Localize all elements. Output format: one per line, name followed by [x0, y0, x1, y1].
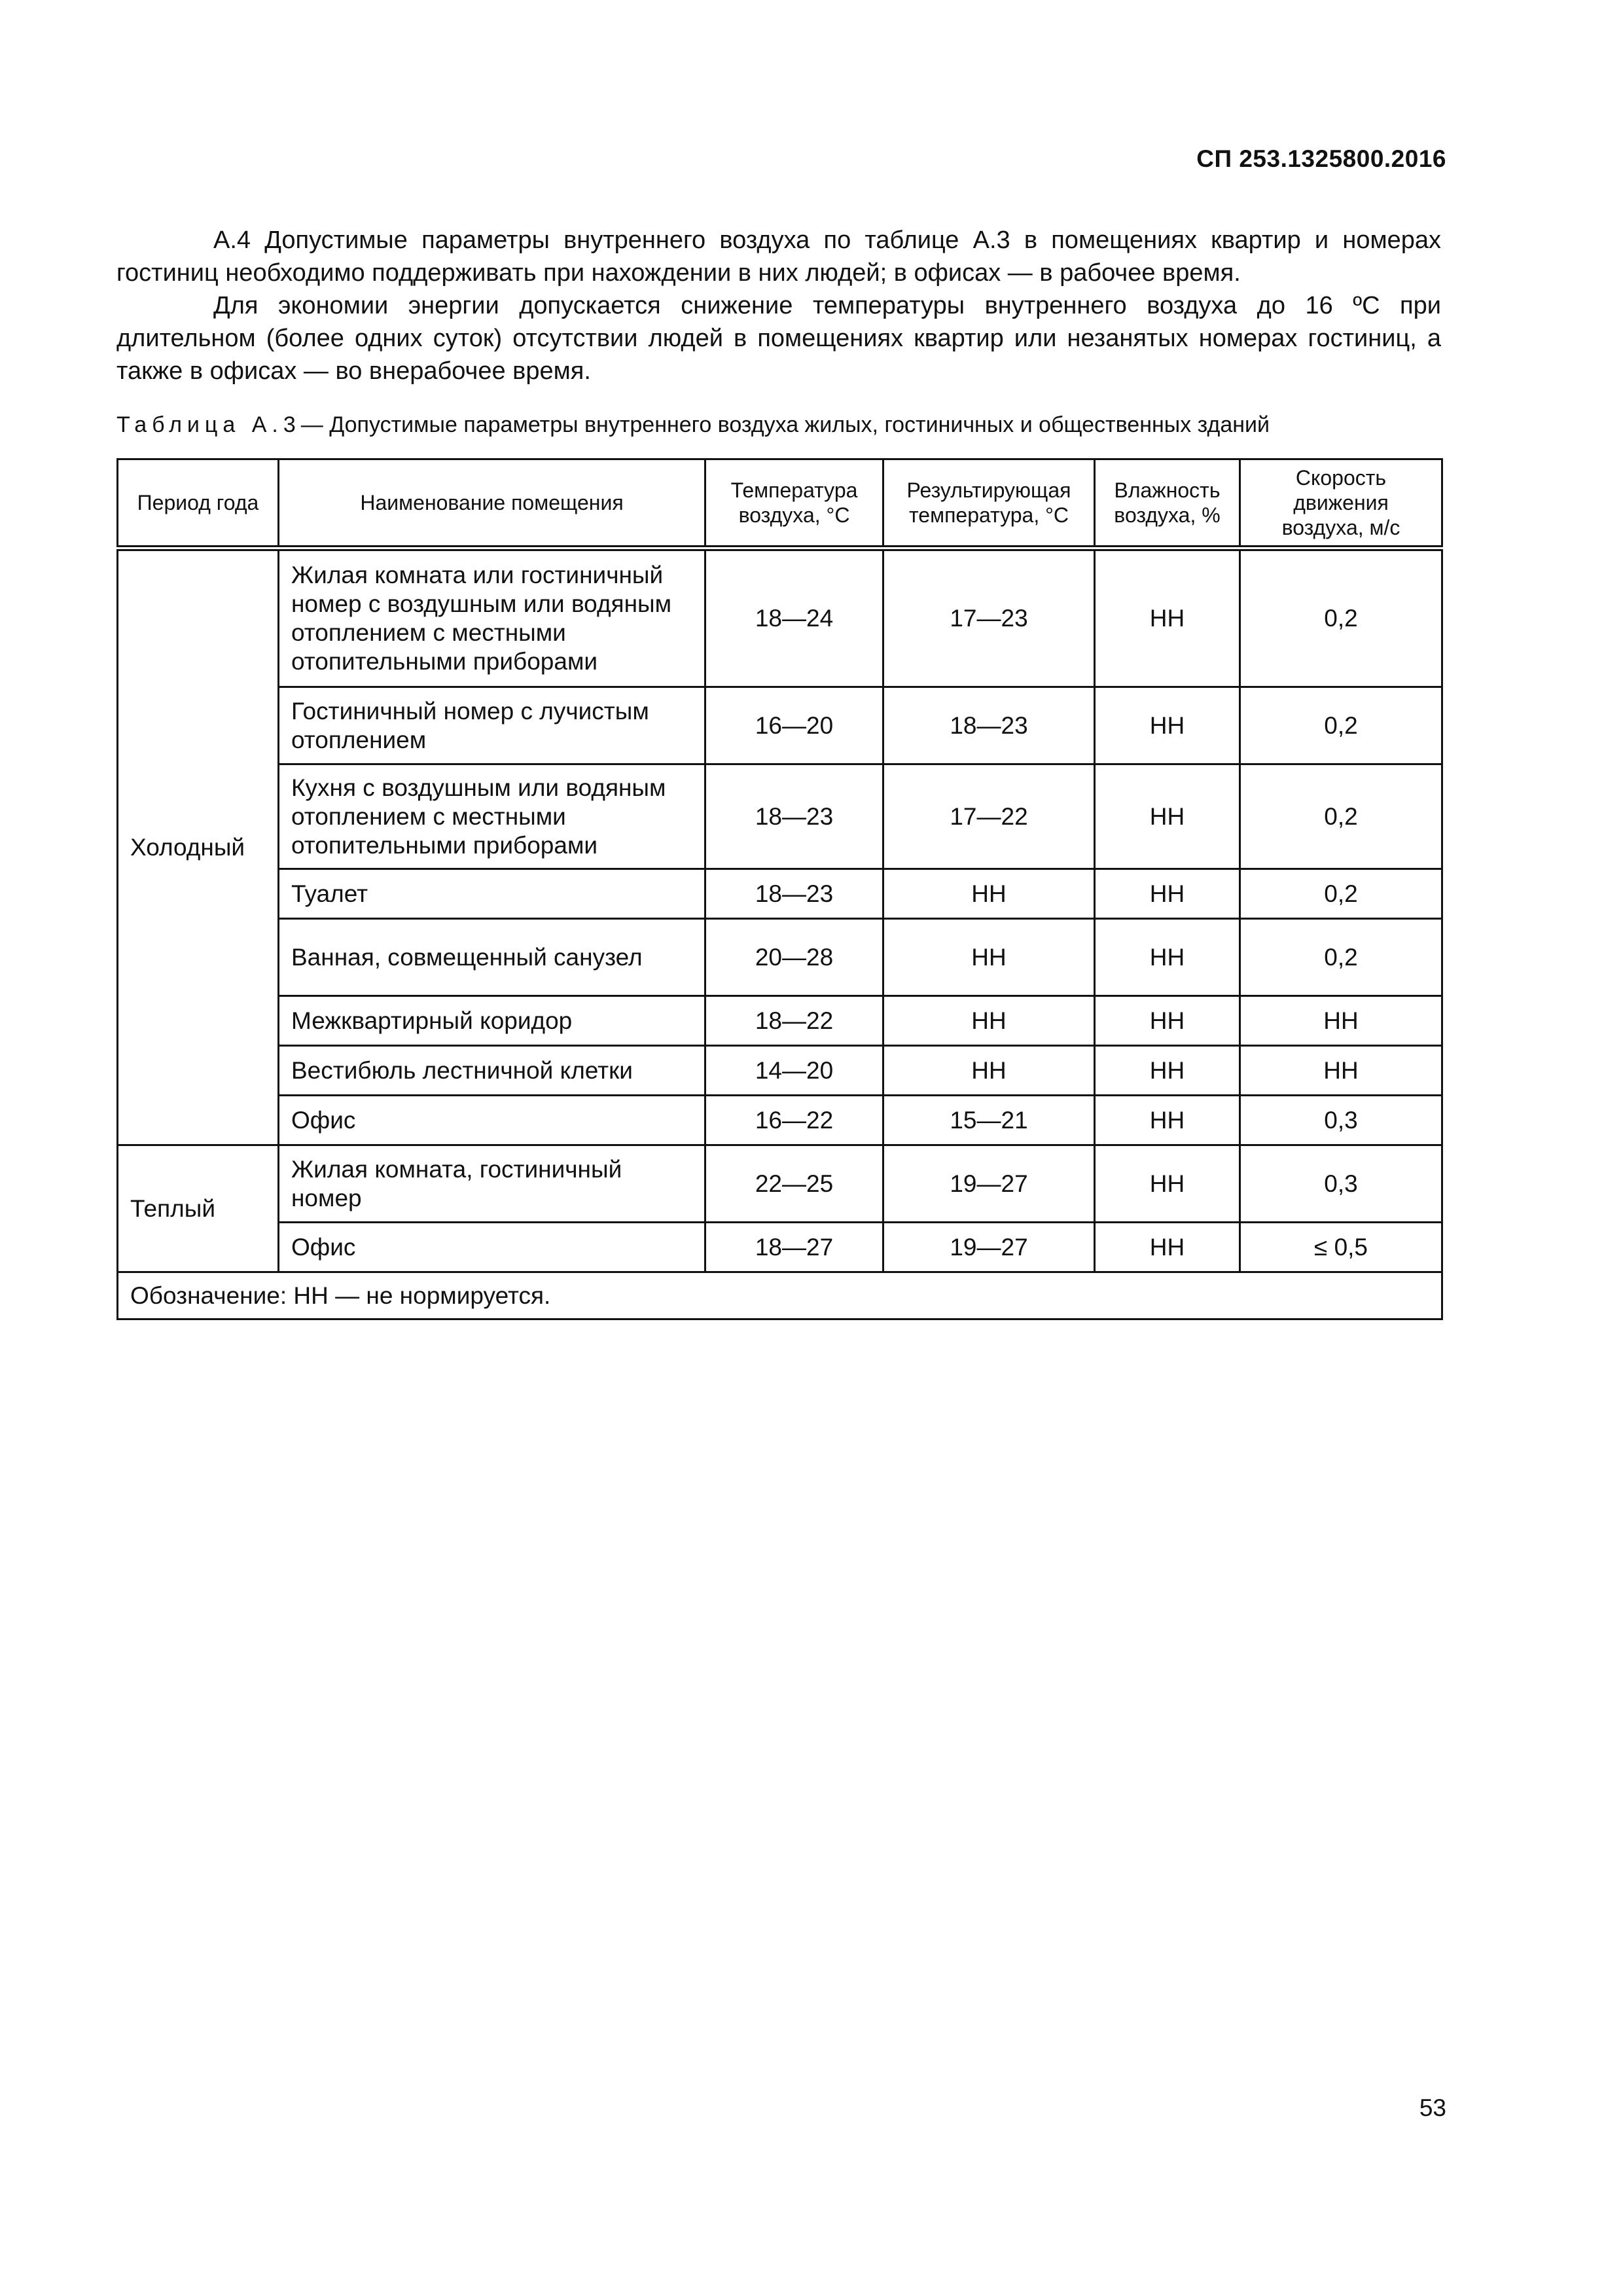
result-temp-cell: 17—22 [883, 764, 1095, 869]
document-code: СП 253.1325800.2016 [1196, 145, 1446, 172]
temp-cell: 18—27 [705, 1223, 883, 1272]
table-note: Обозначение: НН — не нормируется. [118, 1272, 1442, 1319]
period-cell: Холодный [118, 548, 279, 1145]
result-temp-cell: 19—27 [883, 1223, 1095, 1272]
header-room: Наименование помещения [279, 459, 705, 548]
result-temp-cell: 17—23 [883, 548, 1095, 687]
air-speed-cell: НН [1240, 1046, 1442, 1096]
result-temp-cell: НН [883, 996, 1095, 1046]
result-temp-cell: НН [883, 869, 1095, 919]
table-header-row [118, 459, 1442, 548]
table-row [118, 996, 1442, 1046]
room-cell: Жилая комната, гостиничный номер [279, 1145, 705, 1223]
table-row [118, 764, 1442, 869]
humidity-cell: НН [1095, 764, 1240, 869]
air-speed-cell: 0,2 [1240, 869, 1442, 919]
room-cell: Кухня с воздушным или водяным отоплением с местными отопительными приборами [279, 764, 705, 869]
temp-cell: 18—23 [705, 764, 883, 869]
result-temp-cell: 15—21 [883, 1096, 1095, 1145]
air-speed-cell: 0,2 [1240, 919, 1442, 996]
air-speed-cell: ≤ 0,5 [1240, 1223, 1442, 1272]
header-temperature: Температура воздуха, °С [705, 459, 883, 548]
table-row [118, 1223, 1442, 1272]
paragraph-energy-saving: Для экономии энергии допускается снижение температуры внутреннего воздуха до 16 ºС при длительном (более одних суток) отсутствии людей в помещениях квартир или незанятых номерах гостиниц, а также в офисах — во внерабочее время. [116, 292, 1441, 385]
room-cell: Ванная, совмещенный санузел [279, 919, 705, 996]
air-speed-cell: 0,2 [1240, 764, 1442, 869]
table-row [118, 687, 1442, 764]
humidity-cell: НН [1095, 1223, 1240, 1272]
temp-cell: 18—23 [705, 869, 883, 919]
humidity-cell: НН [1095, 996, 1240, 1046]
table-row [118, 869, 1442, 919]
room-cell: Жилая комната или гостиничный номер с воздушным или водяным отоплением с местными отопительными приборами [279, 548, 705, 687]
temp-cell: 16—22 [705, 1096, 883, 1145]
air-speed-cell: 0,2 [1240, 548, 1442, 687]
room-cell: Межквартирный коридор [279, 996, 705, 1046]
page-number: 53 [1419, 2094, 1446, 2121]
result-temp-cell: 19—27 [883, 1145, 1095, 1223]
table-caption-text: — Допустимые параметры внутреннего воздуха жилых, гостиничных и общественных зданий [300, 412, 1270, 437]
body-text [116, 224, 1441, 387]
temp-cell: 18—22 [705, 996, 883, 1046]
air-speed-cell: 0,3 [1240, 1096, 1442, 1145]
air-speed-cell: 0,2 [1240, 687, 1442, 764]
table-row [118, 548, 1442, 687]
humidity-cell: НН [1095, 1145, 1240, 1223]
header-humidity: Влажность воздуха, % [1095, 459, 1240, 548]
temp-cell: 14—20 [705, 1046, 883, 1096]
result-temp-cell: 18—23 [883, 687, 1095, 764]
room-cell: Туалет [279, 869, 705, 919]
air-speed-cell: НН [1240, 996, 1442, 1046]
result-temp-cell: НН [883, 919, 1095, 996]
temp-cell: 20—28 [705, 919, 883, 996]
period-cell: Теплый [118, 1145, 279, 1272]
table-row [118, 919, 1442, 996]
parameters-table [116, 458, 1443, 1320]
header-result-temperature: Результирующая температура, °С [883, 459, 1095, 548]
result-temp-cell: НН [883, 1046, 1095, 1096]
room-cell: Вестибюль лестничной клетки [279, 1046, 705, 1096]
air-speed-cell: 0,3 [1240, 1145, 1442, 1223]
temp-cell: 18—24 [705, 548, 883, 687]
room-cell: Офис [279, 1223, 705, 1272]
table-caption [116, 412, 1465, 438]
paragraph-a4: А.4 Допустимые параметры внутреннего воздуха по таблице А.3 в помещениях квартир и номерах гостиниц необходимо поддерживать при нахождении в них людей; в офисах — в рабочее время. [116, 226, 1441, 287]
temp-cell: 22—25 [705, 1145, 883, 1223]
table-caption-label: Таблица А.3 [116, 412, 301, 437]
table-row [118, 1096, 1442, 1145]
humidity-cell: НН [1095, 1096, 1240, 1145]
humidity-cell: НН [1095, 548, 1240, 687]
humidity-cell: НН [1095, 687, 1240, 764]
header-period: Период года [118, 459, 279, 548]
room-cell: Офис [279, 1096, 705, 1145]
humidity-cell: НН [1095, 919, 1240, 996]
table-row [118, 1145, 1442, 1223]
humidity-cell: НН [1095, 869, 1240, 919]
header-air-speed: Скорость движения воздуха, м/с [1240, 459, 1442, 548]
table-note-row [118, 1272, 1442, 1319]
table-row [118, 1046, 1442, 1096]
room-cell: Гостиничный номер с лучистым отоплением [279, 687, 705, 764]
temp-cell: 16—20 [705, 687, 883, 764]
humidity-cell: НН [1095, 1046, 1240, 1096]
